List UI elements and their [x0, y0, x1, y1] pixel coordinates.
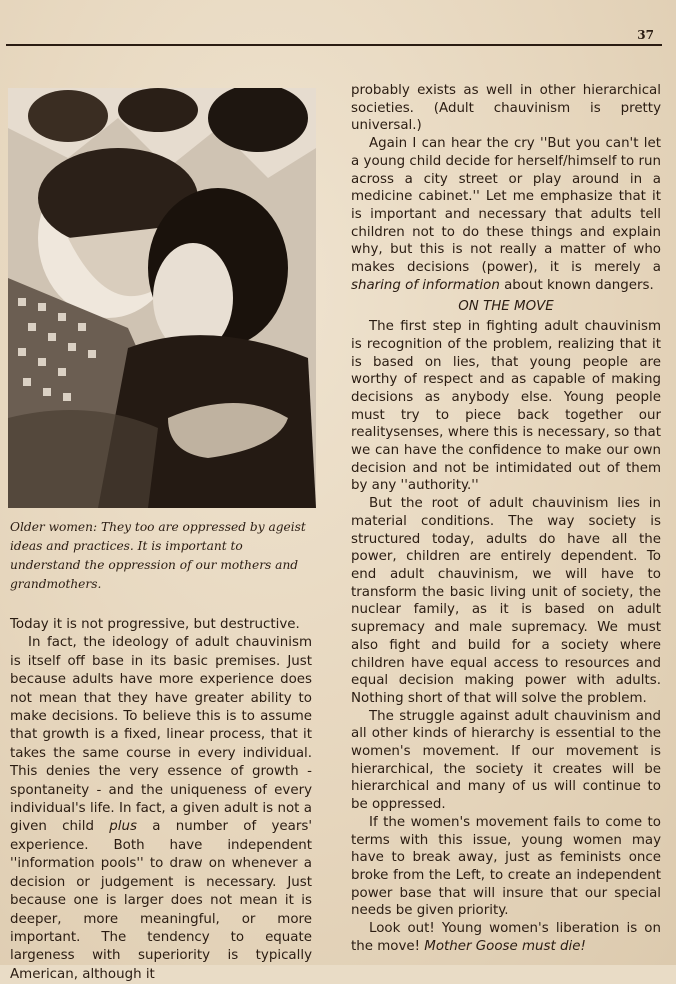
paragraph: Again I can hear the cry ''But you can't let a young child decide for herself/himself to run across a city street or play around in a medicine cabinet.'' Let me emphasize that it is important and necessary that adults tell children not to do these things and explain why, but this is not really a matter of who makes decisions (power), it is merely a sharing of information about known dangers.: [351, 136, 661, 293]
paragraph: The struggle against adult chauvinism and all other kinds of hierarchy is essential to the women's movement. If our movement is hierarchical, the society it creates will be hierarchical and many of us will continue to be oppressed.: [351, 708, 661, 813]
left-column: [10, 616, 312, 984]
photo-image: [8, 88, 316, 508]
paragraph: But the root of adult chauvinism lies in material conditions. The way society is structured today, adults do have all the power, children are entirely dependent. To end adult chauvinism, we will have to transform the basic living unit of society, the nuclear family, as it is based on adult supremacy and male supremacy. We must also fight and build for a society where children have equal access to resources and equal decision making power with adults. Nothing short of that will solve the problem.: [351, 496, 661, 706]
paragraph: probably exists as well in other hierarchical societies. (Adult chauvinism is pretty universal.): [351, 83, 661, 134]
paragraph: If the women's movement fails to come to terms with this issue, young women may have to break away, just as feminists once broke from the Left, to create an independent power base that will insure that our special needs be given priority.: [351, 814, 661, 919]
right-column: [351, 82, 661, 955]
emphasis: plus: [109, 819, 137, 835]
photo-older-women: [8, 88, 316, 508]
emphasis: sharing of information: [351, 277, 500, 293]
photo-caption: Older women: They too are oppressed by ageist ideas and practices. It is important to understand the oppression of our mothers and grandmothers.: [10, 520, 306, 591]
paragraph: Today it is not progressive, but destructive.: [10, 617, 300, 632]
emphasis: Mother Goose must die!: [424, 938, 586, 954]
header-rule: [6, 44, 662, 46]
paragraph: The first step in fighting adult chauvinism is recognition of the problem, realizing that it is based on lies, that young people are worthy of respect and as capable of making decisions as anybody else. Young people must try to piece back together our realitysenses, where this is necessary, so that we can have the confidence to make our own decision and not be intimidated out of them by any ''authority.'': [351, 319, 661, 494]
paragraph: In fact, the ideology of adult chauvinism is itself off base in its basic premises. Just because adults have more experience does not mean that they have greater ability to make decisions. To believe this is to assume that growth is a fixed, linear process, that it takes the same course in every individual. This denies the very essence of growth - spontaneity - and the uniqueness of every individual's life. In fact, a given adult is not a given child plus a number of years' experience. Both have independent ''information pools'' to draw on whenever a decision or judgement is necessary. Just because one is larger does not mean it is deeper, more meaningful, or more important. The tendency to equate largeness with superiority is typically American, although it: [10, 635, 312, 982]
page-number: 37: [637, 28, 654, 42]
section-heading: ON THE MOVE: [458, 299, 554, 315]
paragraph: Look out! Young women's liberation is on the move! Mother Goose must die!: [351, 921, 661, 954]
